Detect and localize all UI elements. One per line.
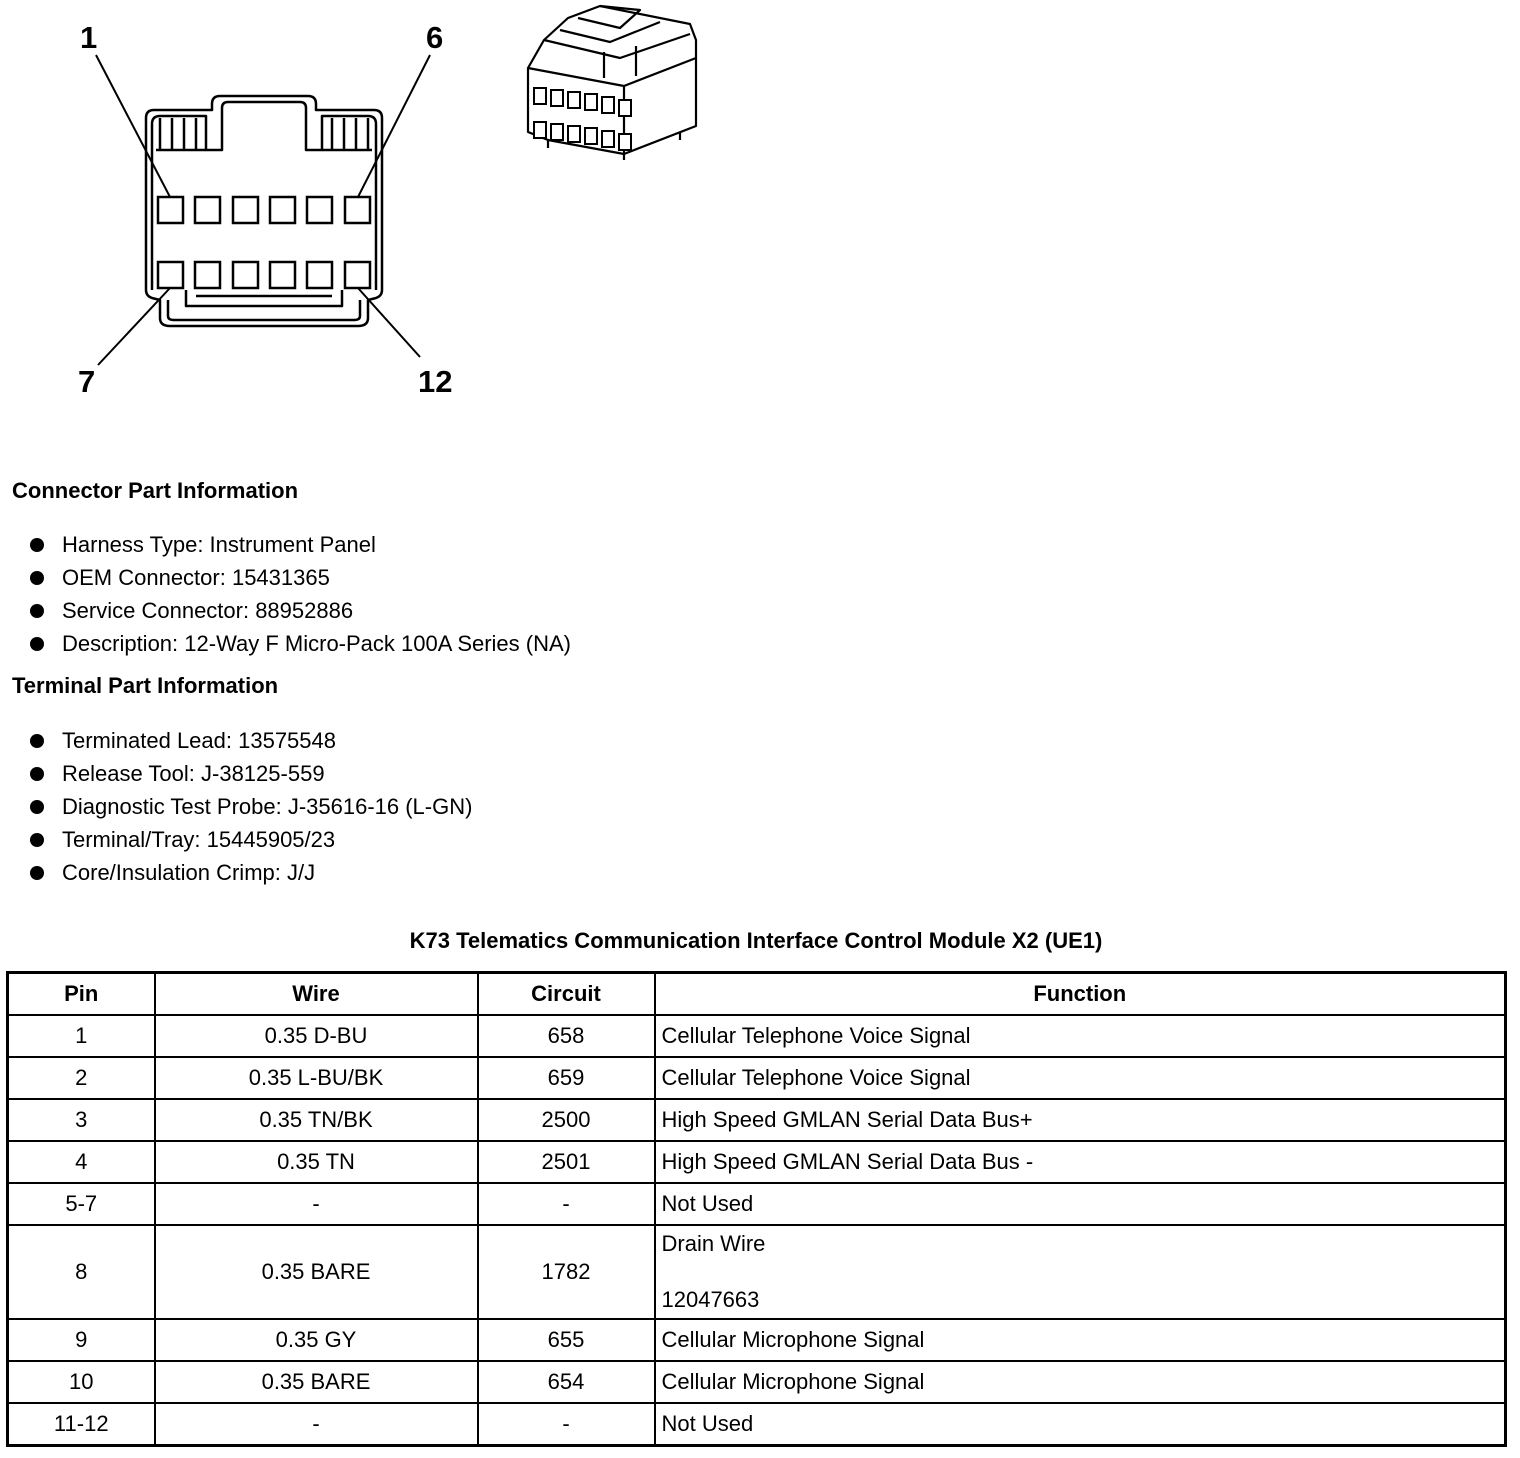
cell-function [655,1225,1506,1319]
list-item: OEM Connector: 15431365 [28,561,571,594]
cell-function: Cellular Microphone Signal [655,1361,1506,1403]
header-wire: Wire [155,973,478,1016]
cell-pin: 10 [8,1361,155,1403]
list-item: Release Tool: J-38125-559 [28,757,472,790]
cell-circuit: 654 [478,1361,655,1403]
cell-pin: 4 [8,1141,155,1183]
table-row [8,1225,1506,1319]
header-function: Function [655,973,1506,1016]
cell-circuit: 655 [478,1319,655,1361]
pin-table-title: K73 Telematics Communication Interface Control Module X2 (UE1) [409,928,1103,953]
cell-function: Cellular Telephone Voice Signal [655,1057,1506,1099]
cell-wire: 0.35 L-BU/BK [155,1057,478,1099]
cell-function: High Speed GMLAN Serial Data Bus+ [655,1099,1506,1141]
bullet-icon [30,800,44,814]
cell-wire: 0.35 D-BU [155,1015,478,1057]
cell-function: Cellular Microphone Signal [655,1319,1506,1361]
table-header-row [8,973,1506,1016]
cell-wire: 0.35 BARE [155,1361,478,1403]
table-row [8,1361,1506,1403]
header-circuit: Circuit [478,973,655,1016]
cell-circuit: 2500 [478,1099,655,1141]
cell-wire: 0.35 BARE [155,1225,478,1319]
function-text: Drain Wire [661,1231,766,1256]
list-item: Core/Insulation Crimp: J/J [28,856,472,889]
cell-wire: 0.35 GY [155,1319,478,1361]
table-row [8,1319,1506,1361]
list-item: Terminated Lead: 13575548 [28,724,472,757]
cell-pin: 1 [8,1015,155,1057]
cell-wire: 0.35 TN/BK [155,1099,478,1141]
bullet-icon [30,637,44,651]
pin-7-callout: 7 [78,364,96,399]
cell-pin: 2 [8,1057,155,1099]
cell-circuit: - [478,1403,655,1446]
cell-pin: 8 [8,1225,155,1319]
bullet-icon [30,604,44,618]
cell-pin: 5-7 [8,1183,155,1225]
function-note: 12047663 [661,1287,760,1312]
cell-circuit: 1782 [478,1225,655,1319]
list-item: Service Connector: 88952886 [28,594,571,627]
cell-function: Not Used [655,1183,1506,1225]
cell-circuit: 658 [478,1015,655,1057]
cell-wire: - [155,1183,478,1225]
cell-pin: 3 [8,1099,155,1141]
cell-function: Not Used [655,1403,1506,1446]
terminal-info-list [28,724,472,889]
list-item: Terminal/Tray: 15445905/23 [28,823,472,856]
cell-circuit: 2501 [478,1141,655,1183]
terminal-info-heading: Terminal Part Information [12,673,279,698]
cell-function: Cellular Telephone Voice Signal [655,1015,1506,1057]
table-row [8,1099,1506,1141]
table-row [8,1015,1506,1057]
bullet-icon [30,538,44,552]
cell-pin: 11-12 [8,1403,155,1446]
pin-12-callout: 12 [418,364,453,399]
bullet-icon [30,866,44,880]
list-item: Description: 12-Way F Micro-Pack 100A Series (NA) [28,627,571,660]
bullet-icon [30,734,44,748]
pin-6-callout: 6 [426,20,444,55]
connector-face-view [0,0,720,420]
function-spacer [662,1258,1505,1286]
table-row [8,1183,1506,1225]
cell-pin: 9 [8,1319,155,1361]
list-item: Harness Type: Instrument Panel [28,528,571,561]
table-row [8,1403,1506,1446]
cell-circuit: - [478,1183,655,1225]
connector-info-list [28,528,571,660]
bullet-icon [30,833,44,847]
table-row [8,1057,1506,1099]
cell-function: High Speed GMLAN Serial Data Bus - [655,1141,1506,1183]
bullet-icon [30,767,44,781]
pin-table [6,971,1507,1447]
header-pin: Pin [8,973,155,1016]
cell-wire: 0.35 TN [155,1141,478,1183]
cell-circuit: 659 [478,1057,655,1099]
bullet-icon [30,571,44,585]
cell-wire: - [155,1403,478,1446]
list-item: Diagnostic Test Probe: J-35616-16 (L-GN) [28,790,472,823]
connector-diagram [0,0,720,420]
connector-info-heading: Connector Part Information [12,478,299,503]
table-row [8,1141,1506,1183]
pin-1-callout: 1 [80,20,98,55]
